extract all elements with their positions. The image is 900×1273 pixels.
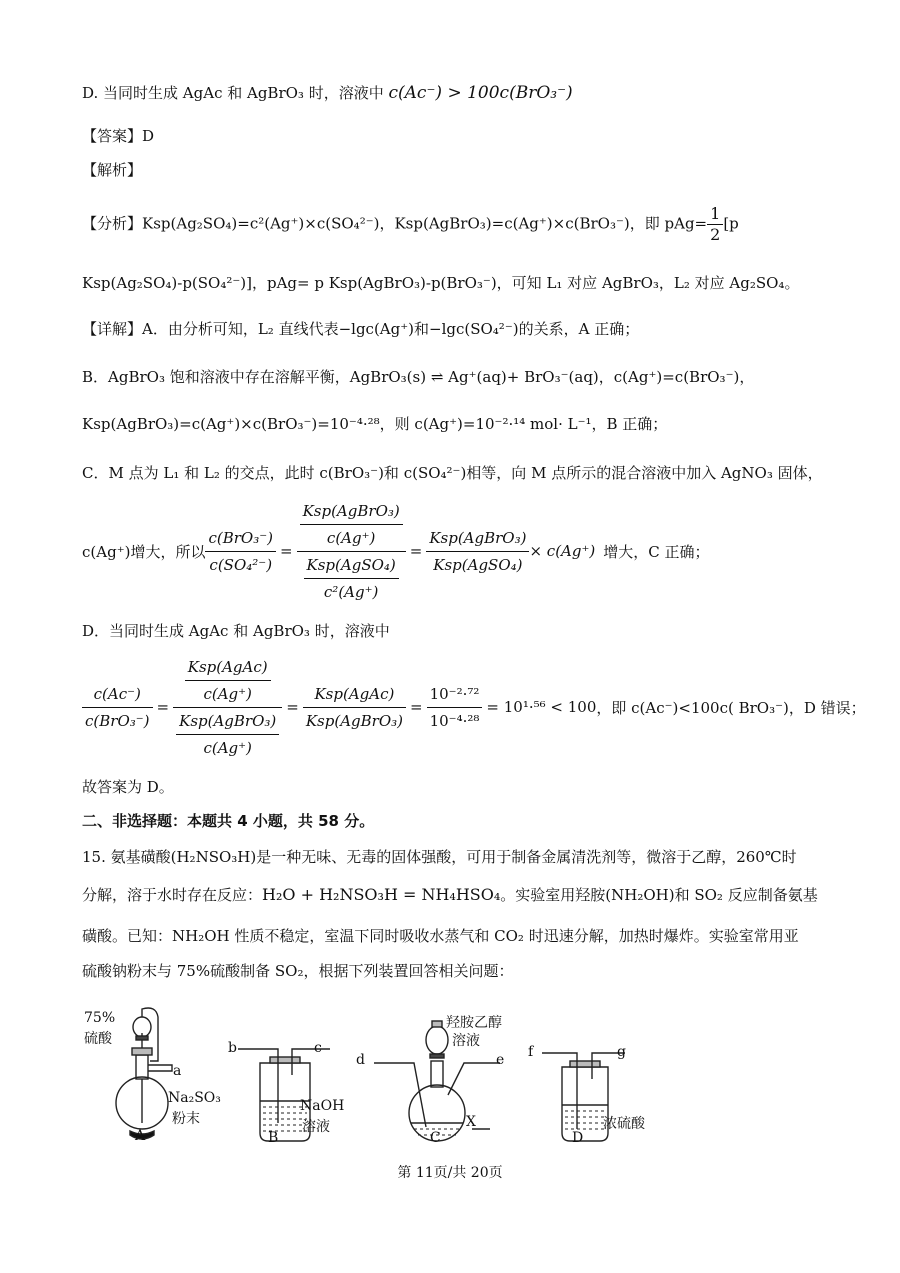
bottle-d (562, 1067, 608, 1141)
c-ratio-numerator: Ksp(AgBrO₃) (426, 525, 529, 552)
d-power-numerator: 10⁻²·⁷² (427, 681, 483, 708)
detail-c-suffix: 增大，C 正确； (603, 542, 710, 561)
c-compound-top (300, 498, 403, 551)
funnel-stopcock (136, 1036, 148, 1040)
label-c-in: d (356, 1052, 365, 1068)
q15-line-4: 硫酸钠粉末与 75%硫酸制备 SO₂，根据下列装置回答相关问题： (82, 962, 514, 980)
label-a-acid2: 硫酸 (84, 1031, 112, 1047)
apparatus-c (374, 1021, 500, 1141)
label-b: B (268, 1130, 279, 1146)
apparatus-a (116, 1008, 172, 1139)
label-c-x: X (466, 1114, 476, 1130)
c-left-denominator: c(SO₄²⁻) (209, 555, 273, 574)
apparatus-figure (80, 1005, 680, 1150)
c-left-numerator: c(BrO₃⁻) (205, 525, 276, 552)
analysis-line-2: Ksp(Ag₂SO₄)-p(SO₄²⁻)]，pAg= p Ksp(AgBrO₃)-p(BrO₃⁻)，可知 L₁ 对应 AgBrO₃，L₂ 对应 Ag₂SO₄。 (82, 274, 800, 292)
d-compound-bottom-num: Ksp(AgBrO₃) (176, 708, 279, 735)
q15-line-2-text-b: 。实验室用羟胺(NH₂OH)和 SO₂ 反应制备氨基 (500, 886, 818, 904)
c-compound-bottom-num: Ksp(AgSO₄) (304, 552, 399, 579)
d-ratio-fraction (303, 681, 406, 734)
conclusion-line: 故答案为 D。 (82, 778, 174, 796)
label-c: C (430, 1130, 441, 1146)
label-d: D (572, 1130, 584, 1146)
analysis-text-1-tail: [p (723, 214, 739, 233)
funnel-c (426, 1026, 448, 1054)
page-footer: 第 11页/共 20页 (397, 1165, 503, 1181)
d-compound-fraction (173, 654, 282, 761)
flask-a-neck (136, 1055, 148, 1079)
outlet-c (448, 1063, 500, 1095)
d-left-fraction (82, 681, 153, 734)
d-left-denominator: c(BrO₃⁻) (85, 711, 150, 730)
analysis-heading: 【解析】 (82, 161, 143, 179)
c-compound-bottom (304, 552, 399, 605)
one-half-numerator: 1 (707, 204, 723, 225)
analysis-text-1: 【分析】Ksp(Ag₂SO₄)=c²(Ag⁺)×c(SO₄²⁻)，Ksp(AgBrO₃)=c(Ag⁺)×c(BrO₃⁻)，即 pAg= (82, 214, 708, 233)
d-compound-bottom-den: c(Ag⁺) (203, 738, 252, 757)
outlet-a (148, 1065, 172, 1071)
label-b-liquid1: NaOH (300, 1098, 345, 1114)
label-b-out: c (314, 1040, 322, 1056)
d-compound-top (185, 654, 271, 707)
label-d-out: g (617, 1044, 626, 1060)
label-d-liquid: 浓硫酸 (603, 1116, 645, 1132)
q15-line-2 (82, 884, 818, 906)
detail-c-line-1: C．M 点为 L₁ 和 L₂ 的交点，此时 c(BrO₃⁻)和 c(SO₄²⁻)相等，向 M 点所示的混合溶液中加入 AgNO₃ 固体， (82, 464, 823, 482)
d-compound-top-num: Ksp(AgAc) (185, 654, 271, 681)
detail-d-line-1: D．当同时生成 AgAc 和 AgBrO₃ 时，溶液中 (82, 622, 390, 640)
d-ratio-numerator: Ksp(AgAc) (303, 681, 406, 708)
q15-line-1: 15. 氨基磺酸(H₂NSO₃H)是一种无味、无毒的固体强酸，可用于制备金属清洗剂等，微溶于乙醇，260℃时 (82, 848, 797, 866)
c-ratio-denominator: Ksp(AgSO₄) (433, 555, 523, 574)
label-a-solid2: 粉末 (172, 1111, 200, 1127)
d-power-fraction (427, 681, 483, 734)
option-d (82, 82, 573, 104)
q15-line-3: 磺酸。已知：NH₂OH 性质不稳定，室温下同时吸收水蒸气和 CO₂ 时迅速分解，加热时爆炸。实验室常用亚 (82, 927, 799, 945)
q15-equation: H₂O + H₂NSO₃H = NH₄HSO₄ (262, 885, 501, 904)
c-compound-top-num: Ksp(AgBrO₃) (300, 498, 403, 525)
label-d-in: f (528, 1044, 534, 1060)
analysis-line-1 (82, 204, 739, 245)
d-left-numerator: c(Ac⁻) (82, 681, 153, 708)
detail-c-prefix: c(Ag⁺)增大，所以 (82, 542, 206, 561)
flask-c-center-neck (431, 1061, 443, 1087)
flask-a-stopper (132, 1048, 152, 1055)
q15-line-2-text-a: 分解，溶于水时存在反应： (82, 886, 263, 904)
c-left-fraction (205, 525, 276, 578)
d-result: = 10¹·⁵⁶ < 100 (486, 698, 597, 716)
d-compound-bottom (176, 708, 279, 761)
detail-d-formula: $\frac{c(Ac^-)}{\text{c(BrO₃⁻)}}$ = $\frac{\frac{\text{Ksp(AgAc)}}{c(Ag^+)}}{\frac{\text{Ksp(AgBrO₃)}}{c(Ag^+)}}$ = $\frac{\text{Ksp(AgAc)}}{\text{Ksp(AgBrO₃)}}$ = $\frac{\text{10⁻²·⁷²}}{\text{10⁻⁴·²⁸}}$ = 10¹·⁵⁶ < 100 ，即 c(Ac⁻)<100c( BrO₃⁻)，D 错误； (82, 648, 866, 766)
one-half-denominator: 2 (710, 225, 721, 244)
detail-c-formula: c(Ag⁺)增大，所以 $\frac{\text{c(BrO₃⁻)}}{\text{c(SO₄²⁻)}}$ = $\frac{\frac{\text{Ksp(AgBrO₃)}}{c(Ag^+)}}{\frac{\text{Ksp(AgSO₄)}}{\text{c²(Ag⁺)}}}$ = $\frac{\text{Ksp(AgBrO₃)}}{\text{Ksp(AgSO₄)}}$ × c(Ag⁺) 增大，C 正确； (82, 492, 710, 610)
section-title: 二、非选择题：本题共 4 小题，共 58 分。 (82, 812, 375, 830)
one-half-fraction (707, 204, 723, 245)
label-c-funnel2: 溶液 (452, 1033, 480, 1049)
c-times-factor: × c(Ag⁺) (529, 542, 596, 560)
c-compound-fraction (297, 498, 406, 605)
option-d-expression: c(Ac⁻) > 100c(BrO₃⁻) (388, 83, 573, 103)
label-c-out: e (496, 1052, 505, 1068)
c-ratio-fraction (426, 525, 529, 578)
label-a-solid1: Na₂SO₃ (168, 1090, 221, 1106)
c-compound-bottom-den: c²(Ag⁺) (323, 582, 379, 601)
detail-b-line-2: Ksp(AgBrO₃)=c(Ag⁺)×c(BrO₃⁻)=10⁻⁴·²⁸，则 c(Ag⁺)=10⁻²·¹⁴ mol· L⁻¹，B 正确； (82, 415, 668, 433)
d-compound-top-den: c(Ag⁺) (203, 684, 252, 703)
answer-line: 【答案】D (82, 127, 155, 145)
label-a-port: a (173, 1063, 182, 1079)
detail-a: 【详解】A．由分析可知，L₂ 直线代表−lgc(Ag⁺)和−lgc(SO₄²⁻)的关系，A 正确； (82, 320, 640, 338)
detail-d-suffix: ，即 c(Ac⁻)<100c( BrO₃⁻)，D 错误； (596, 698, 866, 717)
label-b-in: b (228, 1040, 237, 1056)
inlet-c (374, 1063, 426, 1127)
d-power-denominator: 10⁻⁴·²⁸ (429, 711, 480, 730)
label-c-funnel1: 羟胺乙醇 (446, 1015, 502, 1031)
label-b-liquid2: 溶液 (302, 1119, 330, 1135)
detail-b-line-1: B．AgBrO₃ 饱和溶液中存在溶解平衡，AgBrO₃(s) ⇌ Ag⁺(aq)+ BrO₃⁻(aq)，c(Ag⁺)=c(BrO₃⁻)， (82, 368, 755, 386)
d-ratio-denominator: Ksp(AgBrO₃) (305, 711, 403, 730)
c-compound-top-den: c(Ag⁺) (326, 528, 376, 547)
label-a: A (135, 1128, 146, 1144)
option-d-prefix: D. 当同时生成 AgAc 和 AgBrO₃ 时，溶液中 (82, 84, 384, 102)
label-a-acid: 75% (84, 1010, 116, 1026)
